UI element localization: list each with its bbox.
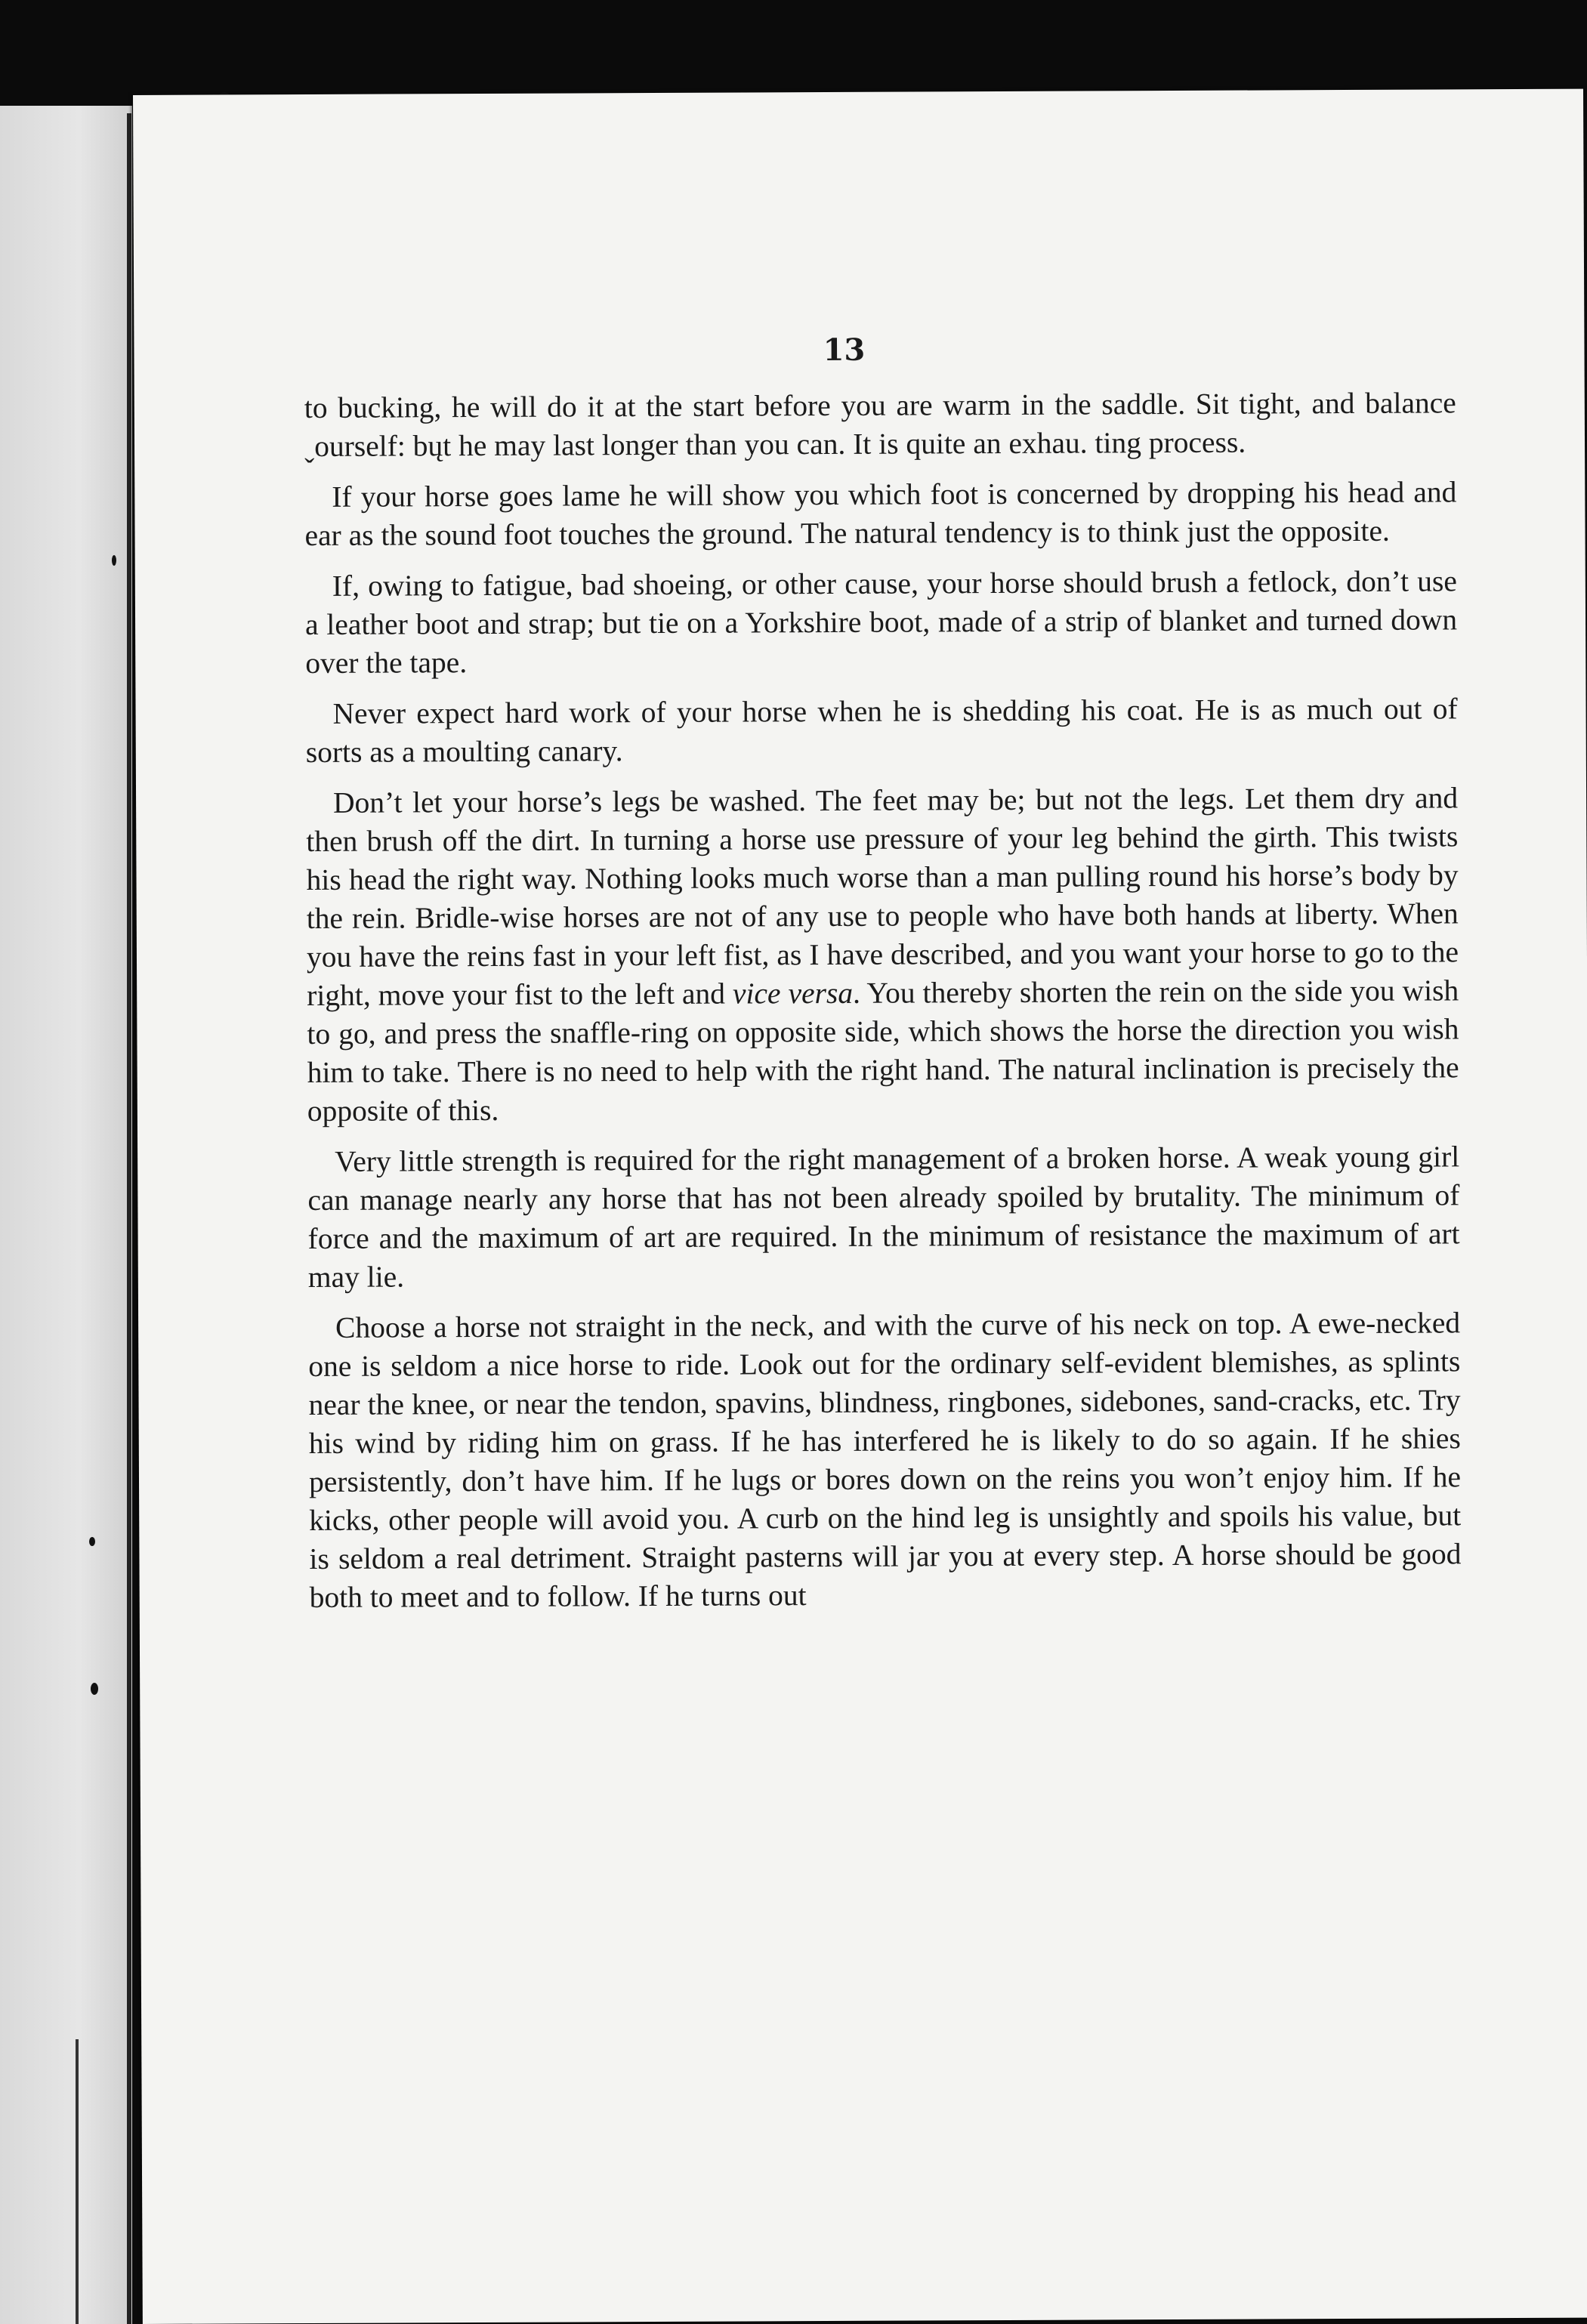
- paragraph: to bucking, he will do it at the start before you are warm in the saddle. Sit tight, and balance ˬourself: bųt he may last longer than you can. It is quite an exhau. ting process.: [304, 386, 1456, 464]
- book-page: [133, 89, 1587, 2324]
- body-text: [304, 384, 1462, 1629]
- paragraph: Never expect hard work of your horse when he is shedding his coat. He is as much out of sorts as a moulting canary.: [305, 692, 1458, 770]
- binding-shadow-lower: [76, 2039, 79, 2324]
- paragraph: Choose a horse not straight in the neck, and with the curve of his neck on top. A ewe-necked one is seldom a nice horse to ride. Look out for the ordinary self-evident blemishes, as splints near the knee, or near the tendon, spavins, blindness, ringbones, sidebones, sand-cracks, etc. Try his wind by riding him on grass. If he has interfered he is likely to do so again. If he shies persistently, don’t have him. If he lugs or bores down on the reins you won’t enjoy him. If he kicks, other people will avoid you. A curb on the hind leg is unsightly and spoils his value, but is seldom a real detriment. Straight pasterns will jar you at every step. A horse should be good both to meet and to follow. If he turns out: [308, 1306, 1462, 1614]
- paragraph: Don’t let your horse’s legs be washed. The feet may be; but not the legs. Let them dry and then brush off the dirt. In turning a horse use pressure of your leg behind the girth. This twists his head the right way. Nothing looks much worse than a man pulling round his horse’s body by the rein. Bridle-wise horses are not of any use to people who have both hands at liberty. When you have the reins fast in your left fist, as I have described, and you want your horse to go to the right, move your fist to the left and vice versa. You thereby shorten the rein on the side you wish to go, and press the snaffle-ring on opposite side, which shows the horse the direction you wish him to take. There is no need to help with the right hand. The natural inclination is precisely the opposite of this.: [306, 781, 1459, 1128]
- ink-speck: [91, 1683, 98, 1695]
- paragraph: Very little strength is required for the right management of a broken horse. A weak young girl can manage nearly any horse that has not been already spoiled by brutality. The minimum of force and the maximum of art are required. In the minimum of resistance the maximum of art may lie.: [307, 1140, 1460, 1295]
- italic-phrase: vice versa: [732, 976, 854, 1011]
- ink-speck: [89, 1537, 95, 1546]
- paragraph: If your horse goes lame he will show you which foot is concerned by dropping his head and ear as the sound foot touches the ground. The natural tendency is to think just the opposite.: [304, 475, 1457, 553]
- paragraph: If, owing to fatigue, bad shoeing, or other cause, your horse should brush a fetlock, don’t use a leather boot and strap; but tie on a Yorkshire boot, made of a strip of blanket and turned down over the tape.: [304, 564, 1458, 681]
- ink-speck: [112, 555, 116, 566]
- facing-page-edge: [0, 106, 132, 2324]
- page-number: 13: [823, 332, 866, 369]
- binding-shadow: [127, 113, 131, 2324]
